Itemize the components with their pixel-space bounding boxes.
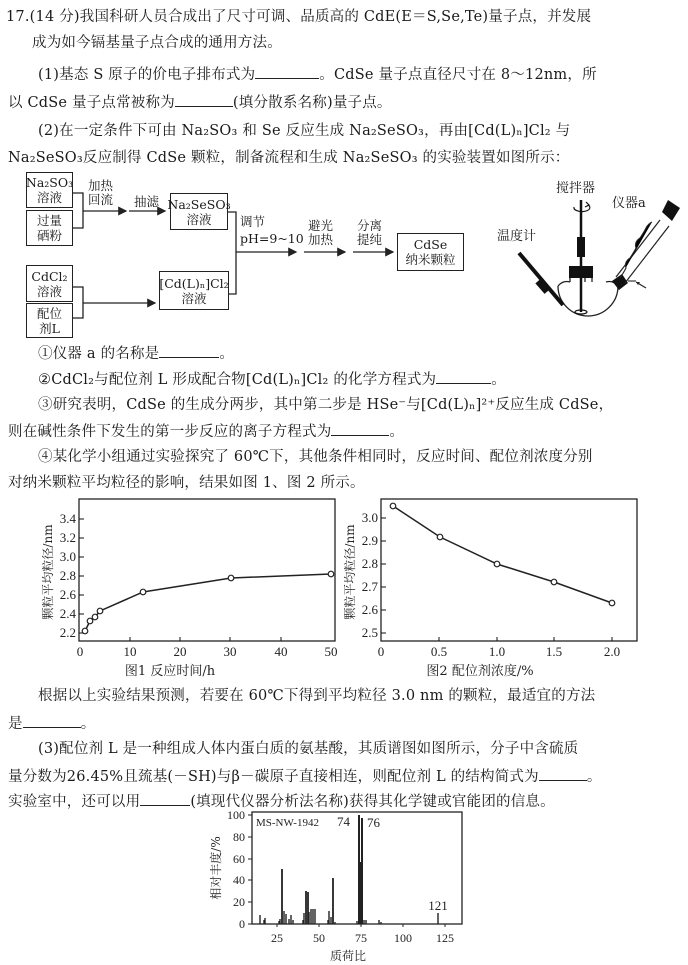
svg-text:2.9: 2.9 — [361, 533, 378, 548]
answer-blank-instrument-method[interactable] — [140, 791, 190, 806]
thermometer-icon — [519, 253, 563, 305]
answer-blank-best-method[interactable] — [23, 713, 81, 728]
sub4-line2: 对纳米颗粒平均粒径的影响，结果如图 1、图 2 所示。 — [8, 475, 365, 491]
answer-blank-structure[interactable] — [539, 766, 587, 781]
svg-text:0: 0 — [377, 644, 385, 659]
svg-text:1.5: 1.5 — [545, 644, 563, 659]
part3-line3 — [8, 791, 555, 812]
svg-text:图2 配位剂浓度/%: 图2 配位剂浓度/% — [426, 664, 534, 679]
plot-frame — [252, 812, 462, 924]
step-text: 避光 — [308, 218, 334, 233]
svg-text:40: 40 — [274, 644, 288, 659]
svg-text:2.4: 2.4 — [59, 606, 76, 621]
step-text: 提纯 — [357, 232, 383, 247]
thermometer-label: 温度计 — [497, 229, 537, 244]
box-text: 溶液 — [186, 211, 212, 227]
svg-text:25: 25 — [271, 931, 283, 945]
part3-end: 。 — [586, 769, 602, 785]
data-markers — [390, 503, 615, 606]
svg-text:10: 10 — [123, 644, 137, 659]
sub2-text: ②CdCl₂与配位剂 L 形成配合物[Cd(L)ₙ]Cl₂ 的化学方程式为 — [38, 372, 437, 388]
svg-text:2.2: 2.2 — [59, 625, 76, 640]
part1-text-d: (填分散系名称)量子点。 — [232, 95, 392, 111]
step-text: 分离 — [357, 218, 383, 233]
svg-text:颗粒平均粒径/nm: 颗粒平均粒径/nm — [343, 524, 357, 620]
box-text: Na₂SeSO₃ — [167, 196, 231, 212]
part3-text-2: 实验室中，还可以用 — [8, 794, 141, 810]
svg-text:20: 20 — [173, 644, 187, 659]
question-points: (14 分) — [29, 9, 80, 25]
svg-text:3.4: 3.4 — [59, 511, 76, 526]
sub1-end: 。 — [219, 346, 235, 362]
box-text: 配位 — [36, 305, 62, 321]
box-text: 硒粉 — [36, 228, 62, 243]
svg-text:MS-NW-1942: MS-NW-1942 — [256, 817, 319, 829]
sub1-line — [38, 343, 234, 364]
step-text: 加热 — [308, 232, 334, 247]
question-number: 17. — [6, 9, 30, 25]
sub2-line — [38, 369, 506, 390]
svg-text:2.7: 2.7 — [361, 579, 378, 594]
part1-text-a: (1)基态 S 原子的价电子排布式为 — [38, 67, 256, 83]
box-text: Na₂SO₃ — [25, 175, 74, 190]
part1-text-c: 以 CdSe 量子点常被称为 — [8, 95, 175, 111]
box-text: CdSe — [413, 237, 448, 252]
box-text: 过量 — [36, 213, 62, 228]
condenser-icon — [612, 200, 680, 290]
part1-text-b: 。CdSe 量子点直径尺寸在 8～12nm，所 — [319, 67, 597, 83]
plot-frame — [79, 499, 335, 641]
part3-line1: (3)配位剂 L 是一种组成人体内蛋白质的氨基酸，其质谱图如图所示，分子中含硫质 — [38, 741, 579, 757]
svg-text:颗粒平均粒径/nm: 颗粒平均粒径/nm — [41, 524, 55, 620]
step-text: 加热 — [88, 178, 114, 193]
sub3-line1: ③研究表明，CdSe 的生成分两步，其中第二步是 HSe⁻与[Cd(L)ₙ]²⁺反应生成 CdSe， — [38, 397, 614, 413]
sub3-end: 。 — [389, 424, 405, 440]
predict-line2 — [8, 713, 95, 734]
intro-line-2: 成为如今镉基量子点合成的通用方法。 — [32, 35, 282, 51]
svg-text:76: 76 — [367, 815, 380, 830]
svg-text:30: 30 — [223, 644, 237, 659]
predict-text: 是 — [8, 716, 23, 732]
part2-line1: (2)在一定条件下可由 Na₂SO₃ 和 Se 反应生成 Na₂SeSO₃，再由[Cd(L)ₙ]Cl₂ 与 — [38, 123, 571, 139]
sub2-end: 。 — [491, 372, 506, 388]
instrument-a-label: 仪器a — [612, 196, 646, 211]
svg-text:2.8: 2.8 — [59, 568, 76, 583]
svg-text:图1 反应时间/h: 图1 反应时间/h — [124, 664, 216, 679]
box-text: 溶液 — [181, 290, 207, 306]
svg-text:74: 74 — [337, 814, 350, 829]
svg-text:0: 0 — [239, 917, 245, 931]
svg-text:50: 50 — [313, 931, 325, 945]
step-text: pH=9~10 — [240, 231, 304, 246]
svg-text:2.5: 2.5 — [361, 625, 378, 640]
svg-text:3.2: 3.2 — [59, 530, 76, 545]
svg-text:100: 100 — [227, 808, 245, 822]
svg-text:3.0: 3.0 — [361, 510, 378, 525]
part3-end-2: (填现代仪器分析法名称)获得其化学键或官能团的信息。 — [190, 794, 555, 810]
question-intro: 我国科研人员合成出了尺寸可调、品质高的 CdE(E＝S,Se,Te)量子点，并发展 — [79, 9, 592, 25]
plot-frame — [381, 499, 637, 641]
box-text: 溶液 — [36, 283, 62, 299]
box-text: 溶液 — [36, 190, 62, 205]
box-text: CdCl₂ — [31, 268, 68, 284]
svg-text:60: 60 — [233, 852, 245, 866]
three-neck-flask-apparatus — [0, 0, 688, 340]
svg-text:相对丰度/%: 相对丰度/% — [209, 836, 223, 900]
box-text: [Cd(L)ₙ]Cl₂ — [159, 275, 229, 291]
step-text: 回流 — [88, 192, 114, 207]
predict-line1: 根据以上实验结果预测，若要在 60℃下得到平均粒径 3.0 nm 的颗粒，最适宜的方法 — [38, 688, 596, 704]
svg-text:75: 75 — [355, 931, 367, 945]
predict-end: 。 — [80, 716, 96, 732]
answer-blank-instrument-a[interactable] — [159, 343, 219, 358]
svg-text:质荷比: 质荷比 — [329, 949, 367, 963]
spectrum-peaks — [260, 815, 438, 924]
svg-text:125: 125 — [436, 931, 454, 945]
svg-text:1.0: 1.0 — [488, 644, 506, 659]
series-line — [393, 506, 612, 603]
svg-text:121: 121 — [428, 898, 448, 913]
svg-text:0.5: 0.5 — [430, 644, 448, 659]
part3-line2 — [8, 766, 602, 787]
stirrer-icon — [574, 200, 590, 314]
sub3-text: 则在碱性条件下发生的第一步反应的离子方程式为 — [8, 424, 332, 440]
step-suction-filter: 抽滤 — [134, 194, 160, 209]
sub3-line2 — [8, 421, 404, 442]
stirrer-label: 搅拌器 — [556, 181, 596, 196]
box-text: 剂L — [39, 320, 60, 336]
svg-text:20: 20 — [233, 895, 245, 909]
part3-text: 量分数为26.45%且巯基(－SH)与β－碳原子直接相连，则配位剂 L 的结构简式为 — [8, 769, 539, 785]
sub4-line1: ④某化学小组通过实验探究了 60℃下，其他条件相同时，反应时间、配位剂浓度分别 — [38, 449, 593, 465]
svg-text:3.0: 3.0 — [59, 549, 76, 564]
part2-line2: Na₂SeSO₃反应制得 CdSe 颗粒，制备流程和生成 Na₂SeSO₃ 的实验装置如图所示： — [8, 150, 570, 166]
svg-text:40: 40 — [233, 873, 245, 887]
data-markers — [82, 571, 334, 634]
box-text: 纳米颗粒 — [405, 252, 456, 267]
svg-text:2.6: 2.6 — [361, 602, 378, 617]
flask-icon — [558, 286, 618, 316]
answer-blank-ionic-equation[interactable] — [331, 421, 389, 436]
svg-text:2.0: 2.0 — [603, 644, 621, 659]
svg-text:50: 50 — [324, 644, 338, 659]
svg-text:2.8: 2.8 — [361, 556, 378, 571]
svg-text:0: 0 — [76, 644, 84, 659]
step-text: 调节 — [240, 214, 266, 229]
sub1-text: ①仪器 a 的名称是 — [38, 346, 160, 362]
svg-text:80: 80 — [233, 830, 245, 844]
series-line — [85, 574, 331, 631]
svg-text:100: 100 — [394, 931, 412, 945]
svg-text:2.6: 2.6 — [59, 587, 76, 602]
answer-blank-complex-equation[interactable] — [436, 369, 491, 384]
